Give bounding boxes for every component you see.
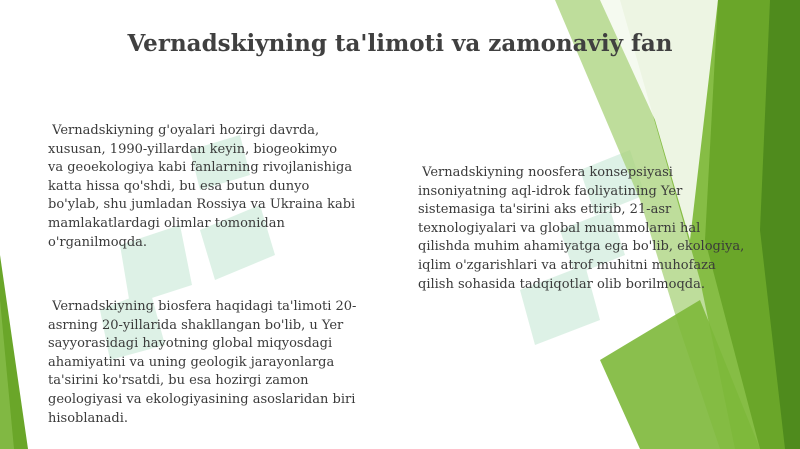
paragraph-biosphere-theory: Vernadskiyning biosfera haqidagi ta'limoti 20- asrning 20-yillarida shakllangan bo'lib, u Yer sayyorasidagi hayotning global miqyosdagi ahamiyatini va uning geologik jarayonlarga ta'sirini ko'rsatdi, bu esa hozirgi zamon geologiyasi va ekologiyasining asoslaridan biri hisoblanadi. [48, 299, 357, 426]
slide-title: Vernadskiyning ta'limoti va zamonaviy fan [127, 30, 673, 57]
paragraph-noosphere-concept: Vernadskiyning noosfera konsepsiyasi insoniyatning aql-idrok faoliyatining Yer sistemasiga ta'sirini aks ettirib, 21-asr texnologiyalari va global muammolarni hal qilishda muhim ahamiyatga ega bo'lib, ekologiya, iqlim o'zgarishlari va atrof muhitni muhofaza qilish sohasida tadqiqotlar olib borilmoqda. [418, 165, 745, 292]
paragraph-modern-influence: Vernadskiyning g'oyalari hozirgi davrda, xususan, 1990-yillardan keyin, biogeokimyo va geoekologiya kabi fanlarning rivojlanishiga katta hissa qo'shdi, bu esa butun dunyo bo'ylab, shu jumladan Rossiya va Ukraina kabi mamlakatlardagi olimlar tomonidan o'rganilmoqda. [48, 123, 356, 250]
